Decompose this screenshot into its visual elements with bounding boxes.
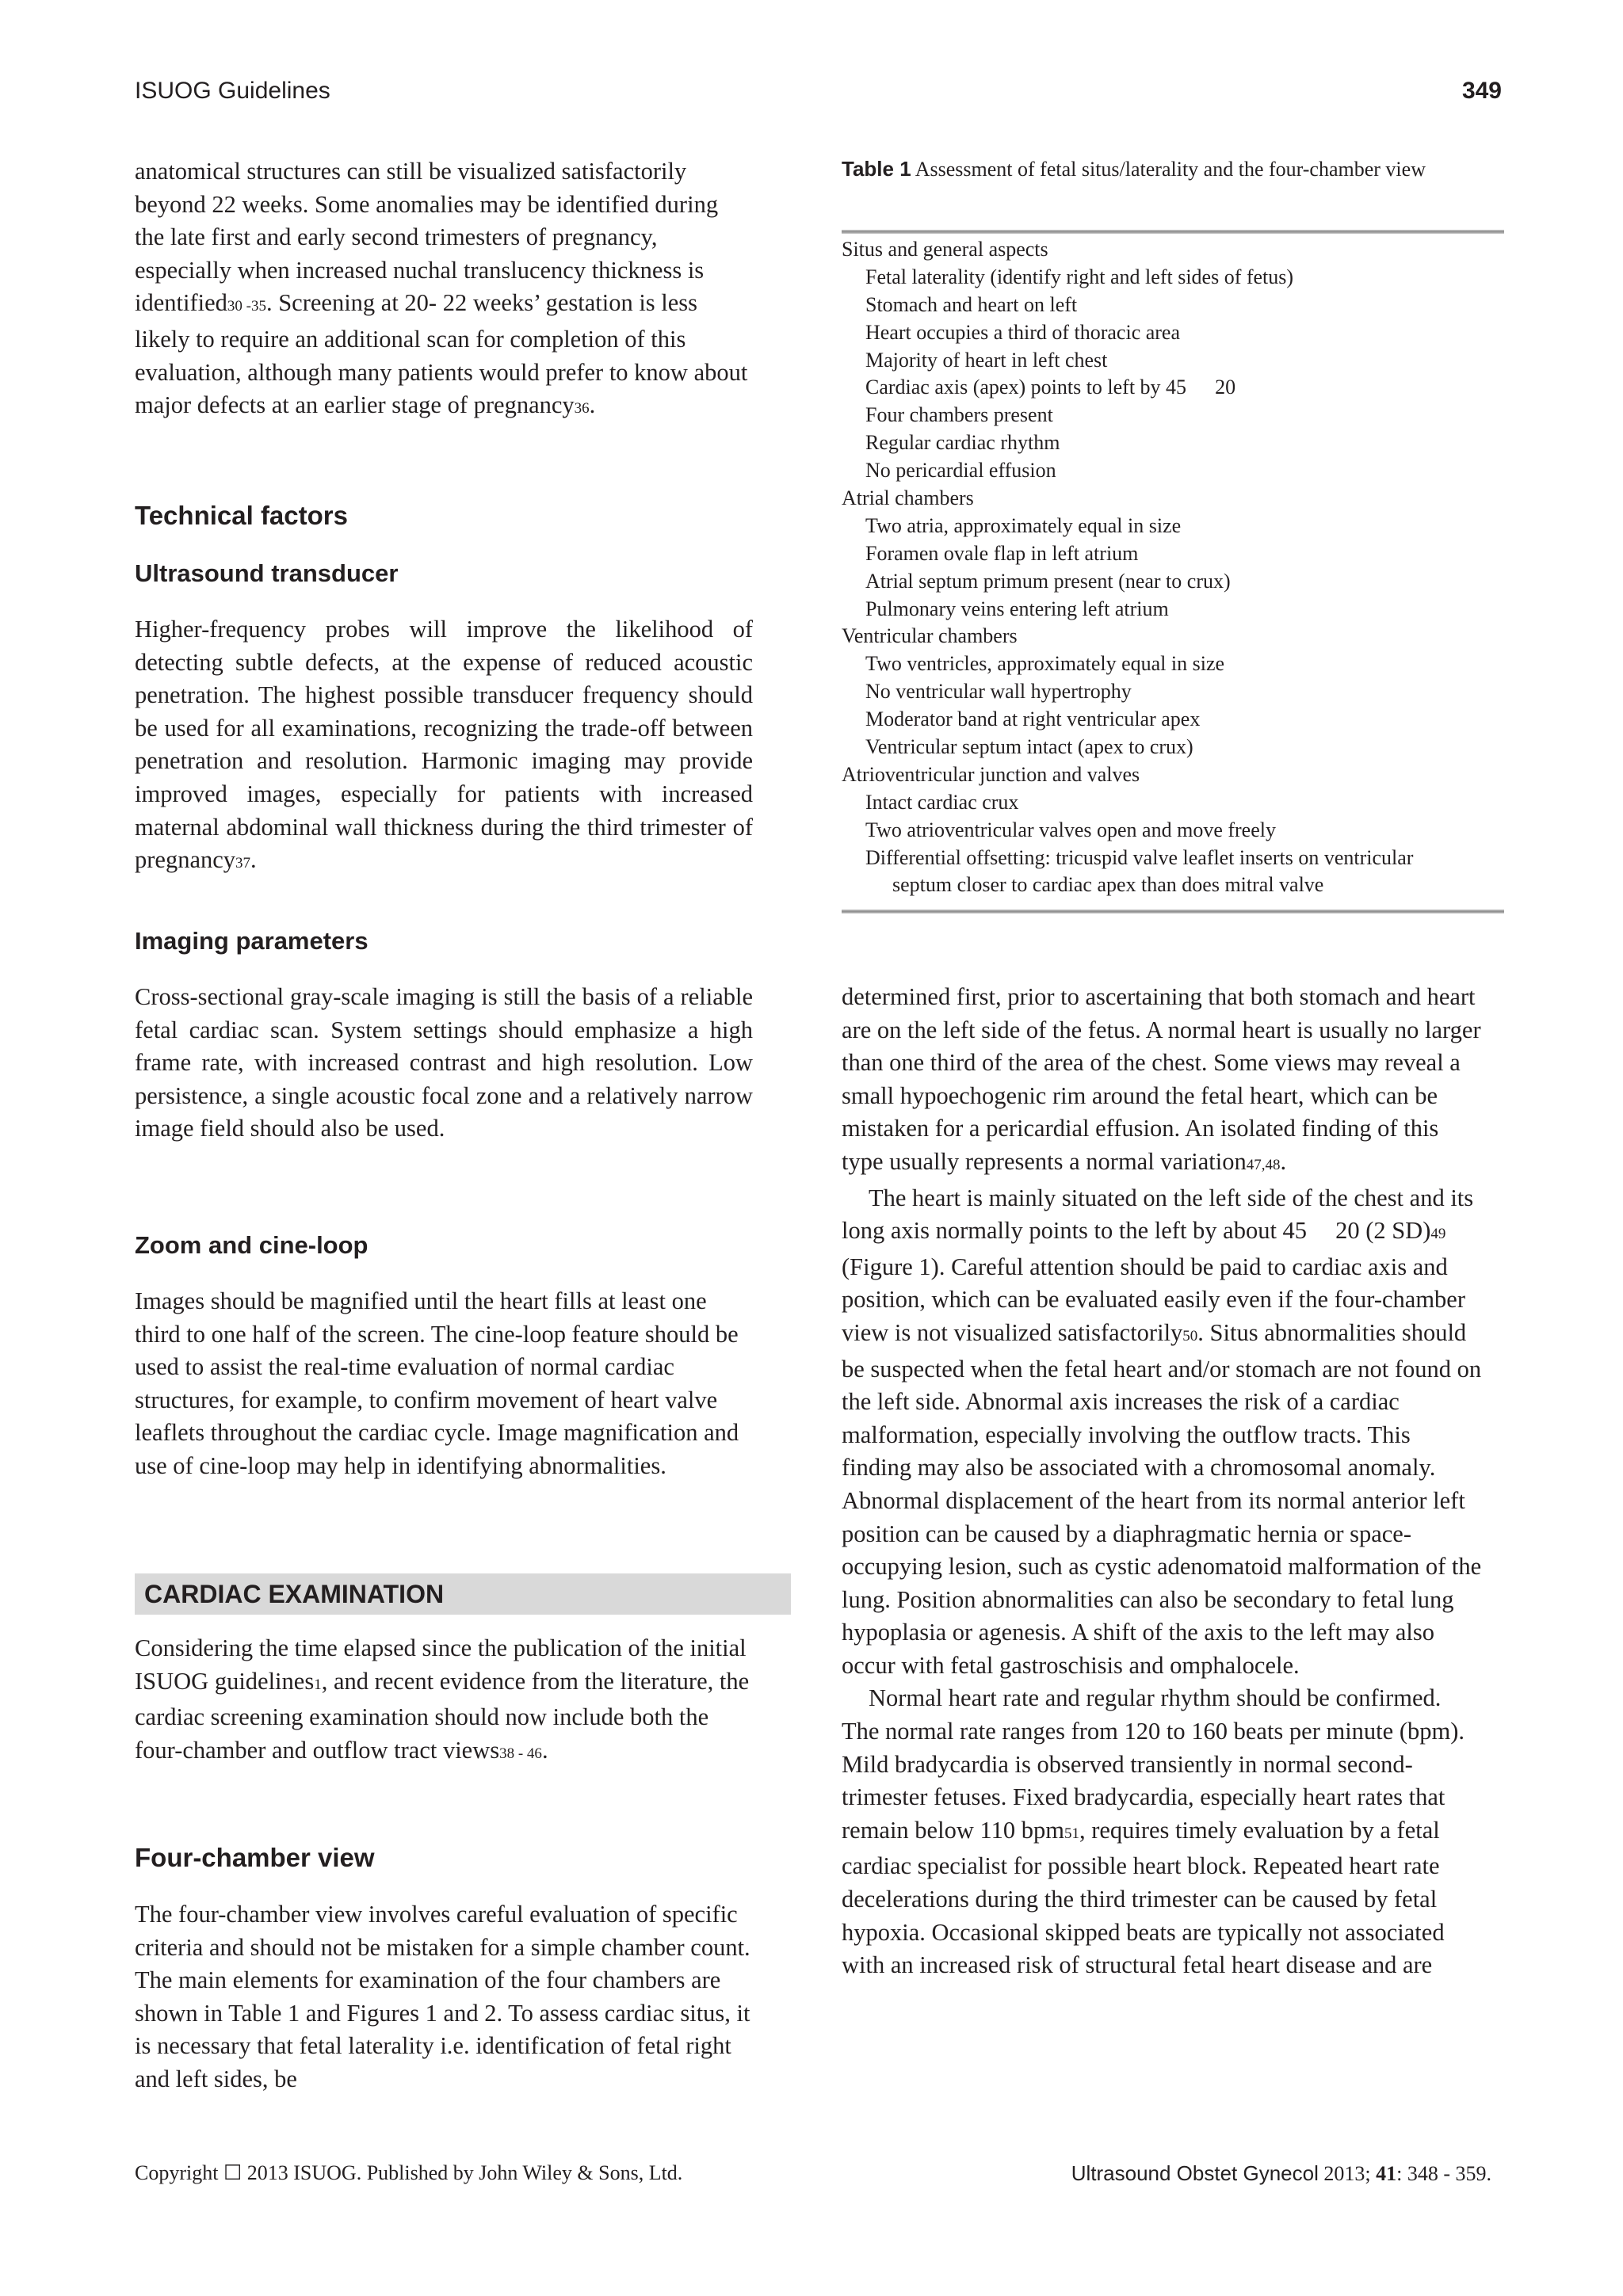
table-top-rule: [842, 230, 1504, 234]
table-row: [842, 734, 1504, 761]
table-row-text: Two atria, approximately equal in size: [865, 513, 1182, 537]
table-row-text: Situs and general aspects: [842, 238, 1048, 261]
left-intro: [135, 155, 753, 425]
intro-paragraph: anatomical structures can still be visualized satisfactorily beyond 22 weeks. Some anomalies may be identified during the late first and early second trimesters of pregnancy, especially when increased nuchal translucency thickness is identified30 -35. Screening at 20- 22 weeks’ gestation is less likely to require an additional scan for completion of this evaluation, although many patients would prefer to know about major defects at an earlier stage of pregnancy36.: [135, 158, 748, 419]
table-row: [842, 429, 1504, 457]
table-bottom-rule: [842, 910, 1504, 913]
zoom-cine-loop-heading: Zoom and cine-loop: [135, 1231, 369, 1259]
table-row-text: septum closer to cardiac apex than does mitral valve: [892, 873, 1324, 897]
table-row: [842, 817, 1504, 845]
four-chamber-section: [135, 1898, 753, 2096]
table-row-text: Ventricular septum intact (apex to crux): [865, 735, 1193, 759]
journal-title: ISUOG Guidelines: [135, 78, 330, 104]
right-paragraph-1: determined first, prior to ascertaining that both stomach and heart are on the left side of the fetus. A normal heart is usually no larger than one third of the area of the chest. Some views may reveal a small hypoechogenic rim around the fetal heart, which can be mistaken for a pericardial effusion. An isolated finding of this type usually represents a normal variation47,48.: [842, 983, 1481, 1175]
table-row: [842, 871, 1504, 899]
table-group-heading: [842, 485, 1504, 513]
four-chamber-view-heading: Four-chamber view: [135, 1843, 375, 1872]
right-paragraph-2: The heart is mainly situated on the left side of the chest and its long axis normally points to the left by about 45 20 (2 SD)49 (Figure 1). Careful attention should be paid to cardiac axis and position, which can be evaluated easily even if the four-chamber view is not visualized satisfactorily50. Situs abnormalities should be suspected when the fetal heart and/or stomach are not found on the left side. Abnormal axis increases the risk of a cardiac malformation, especially involving the outflow tracts. This finding may also be associated with a chromosomal anomaly. Abnormal displacement of the heart from its normal anterior left position can be caused by a diaphragmatic hernia or space-occupying lesion, such as cystic adenomatoid malformation of the lung. Position abnormalities can also be secondary to fetal lung hypoplasia or agenesis. A shift of the axis to the left may also occur with fetal gastroschisis and omphalocele.: [842, 1184, 1482, 1679]
right-paragraph-3: Normal heart rate and regular rhythm should be confirmed. The normal rate ranges from 120 to 160 beats per minute (bpm). Mild bradycardia is observed transiently in normal second-trimester fetuses. Fixed bradycardia, especially heart rates that remain below 110 bpm51, requires timely evaluation by a fetal cardiac specialist for possible heart block. Repeated heart rate decelerations during the third trimester can be caused by fetal hypoxia. Occasional skipped beats are typically not associated with an increased risk of structural fetal heart disease and are: [842, 1684, 1465, 1979]
table-row-text: Intact cardiac crux: [865, 790, 1019, 814]
table-row: [842, 568, 1504, 596]
zoom-section: [135, 1285, 753, 1483]
table-row: [842, 402, 1504, 429]
table-row-text: Heart occupies a third of thoracic area: [865, 320, 1181, 344]
table-row: [842, 513, 1504, 540]
table-row: [842, 706, 1504, 734]
table-row: [842, 319, 1504, 347]
table-row-text: Atrioventricular junction and valves: [842, 762, 1140, 786]
table-row-text: Majority of heart in left chest: [865, 348, 1108, 372]
table-row-text: Atrial septum primum present (near to crux): [865, 569, 1231, 593]
table-row-text: Differential offsetting: tricuspid valve leaflet inserts on ventricular: [865, 845, 1414, 869]
table-row: [842, 845, 1504, 872]
table-row-text: Moderator band at right ventricular apex: [865, 707, 1201, 731]
imaging-parameters-heading: Imaging parameters: [135, 927, 369, 955]
table-caption-text: Assessment of fetal situs/laterality and the four-chamber view: [915, 158, 1426, 181]
table-row: [842, 292, 1504, 319]
table-row-text: Pulmonary veins entering left atrium: [865, 597, 1169, 620]
table-row: [842, 789, 1504, 817]
zoom-paragraph: Images should be magnified until the heart fills at least one third to one half of the screen. The cine-loop feature should be used to assist the real-time evaluation of normal cardiac structures, for example, to confirm movement of heart valve leaflets throughout the cardiac cycle. Image magnification and use of cine-loop may help in identifying abnormalities.: [135, 1287, 739, 1479]
table-row: [842, 596, 1504, 624]
imaging-paragraph: Cross-sectional gray-scale imaging is still the basis of a reliable fetal cardiac scan. System settings should emphasize a high frame rate, with increased contrast and high resolution. Low persistence, a single acoustic focal zone and a relatively narrow image field should also be used.: [135, 983, 753, 1142]
table-label: Table 1: [842, 157, 911, 181]
ultrasound-transducer-heading: Ultrasound transducer: [135, 559, 399, 587]
right-column: [842, 981, 1484, 1982]
table-row: [842, 540, 1504, 568]
table-row-text: No pericardial effusion: [865, 459, 1056, 482]
table-body: [842, 236, 1504, 899]
table-row-text: Two ventricles, approximately equal in size: [865, 652, 1225, 676]
table-row: [842, 457, 1504, 485]
table-row-text: Atrial chambers: [842, 486, 974, 510]
imaging-section: [135, 981, 753, 1146]
footer-citation: [1071, 2161, 1491, 2186]
table-row-text: Stomach and heart on left: [865, 292, 1078, 316]
table-row: [842, 650, 1504, 678]
table-group-heading: [842, 236, 1504, 264]
cardiac-examination-banner: [135, 1573, 791, 1615]
technical-factors-heading: Technical factors: [135, 501, 348, 530]
table-row-text: Foramen ovale flap in left atrium: [865, 541, 1139, 565]
transducer-paragraph: Higher-frequency probes will improve the likelihood of detecting subtle defects, at the expense of reduced acoustic penetration. The highest possible transducer frequency should be used for all examinations, recognizing the trade-off between penetration and resolution. Harmonic imaging may provide improved images, especially for patients with increased maternal abdominal wall thickness during the third trimester of pregnancy37.: [135, 616, 753, 874]
table-row: [842, 374, 1504, 402]
table-row-text: Ventricular chambers: [842, 624, 1018, 648]
four-chamber-paragraph: The four-chamber view involves careful evaluation of specific criteria and should not be mistaken for a simple chamber count. The main elements for examination of the four chambers are shown in Table 1 and Figures 1 and 2. To assess cardiac situs, it is necessary that fetal laterality i.e. identification of fetal right and left sides, be: [135, 1901, 750, 2092]
cardiac-examination-section: [135, 1632, 753, 1770]
footer-volume: 41: [1376, 2162, 1397, 2185]
table-row: [842, 347, 1504, 375]
page-number: 349: [1461, 78, 1502, 104]
table-caption: [842, 155, 1460, 183]
table-row: [842, 678, 1504, 706]
running-head: [135, 78, 1502, 109]
table-row: [842, 264, 1504, 292]
cardiac-examination-heading: CARDIAC EXAMINATION: [144, 1580, 445, 1608]
footer-copyright: Copyright ☐ 2013 ISUOG. Published by John Wiley & Sons, Ltd.: [135, 2161, 683, 2184]
table-group-heading: [842, 761, 1504, 789]
table-row-text: Cardiac axis (apex) points to left by 45: [865, 376, 1187, 399]
table-row-text: No ventricular wall hypertrophy: [865, 680, 1132, 704]
table-row-text: Four chambers present: [865, 403, 1053, 427]
table-row-text: Two atrioventricular valves open and move freely: [865, 818, 1276, 841]
footer-pages: : 348 - 359.: [1396, 2162, 1491, 2185]
cardiac-examination-paragraph: Considering the time elapsed since the publication of the initial ISUOG guidelines1, and recent evidence from the literature, the cardiac screening examination should now include both the four-chamber and outflow tract views38 - 46.: [135, 1634, 750, 1764]
transducer-section: [135, 613, 753, 880]
footer-journal: Ultrasound Obstet Gynecol: [1071, 2161, 1319, 2185]
table-row-text: Fetal laterality (identify right and left sides of fetus): [865, 265, 1294, 288]
footer-year: 2013;: [1323, 2162, 1371, 2185]
table-group-heading: [842, 623, 1504, 650]
table-row-text: Regular cardiac rhythm: [865, 431, 1060, 455]
table-row-suffix: 20: [1215, 376, 1236, 399]
